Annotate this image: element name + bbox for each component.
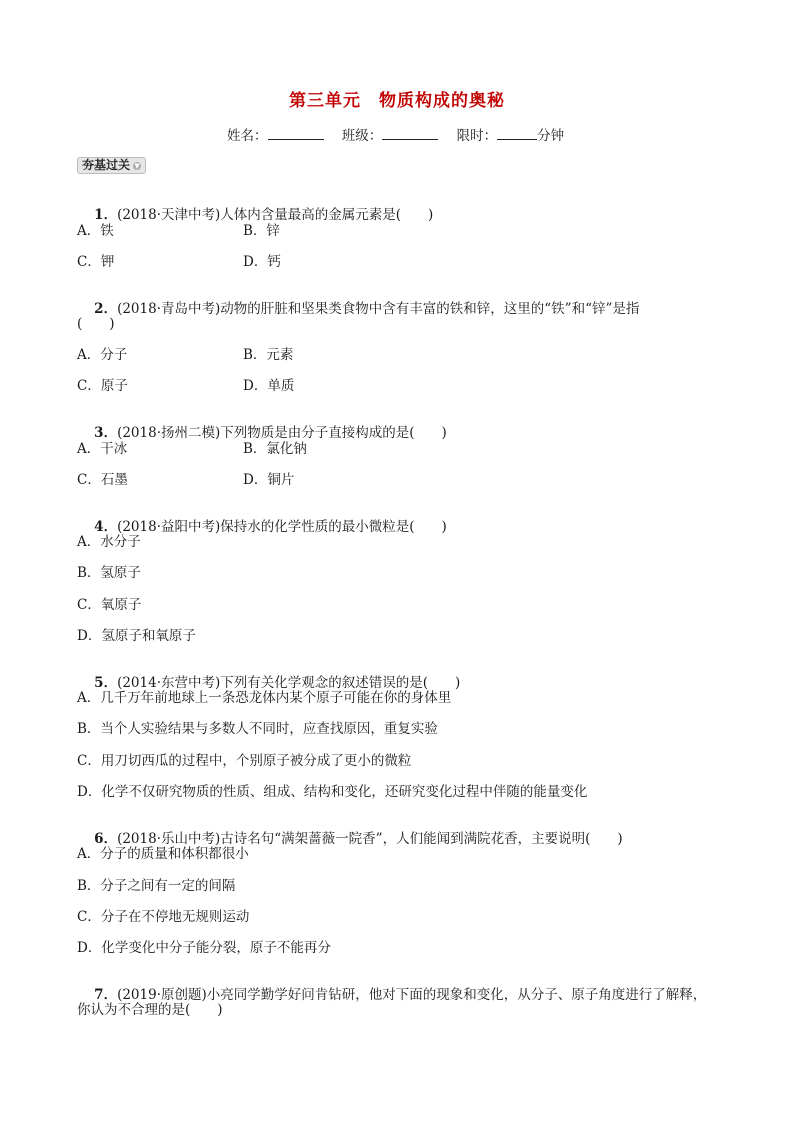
question-number: 1． [94, 207, 118, 223]
time-label: 限时： [456, 128, 498, 144]
question-source: (2014·东营中考) [117, 675, 221, 691]
question-source: (2018·青岛中考) [117, 301, 221, 317]
page-title: 第三单元 物质构成的奥秘 [289, 91, 505, 111]
question-number: 3． [94, 425, 118, 441]
question-number: 5． [94, 675, 118, 691]
time-blank[interactable] [497, 127, 537, 140]
arrow-down-icon: ▼ [134, 161, 140, 170]
option-a: A．几千万年前地球上一条恐龙体内某个原子可能在你的身体里 [77, 690, 452, 706]
section-badge-label: 夯基过关 [82, 158, 131, 172]
option-b: B．分子之间有一定的间隔 [77, 878, 236, 894]
option-b: B．氢原子 [77, 565, 141, 581]
class-blank[interactable] [382, 127, 438, 140]
option-d: D．氢原子和氧原子 [77, 628, 196, 644]
question-stem: 下列物质是由分子直接构成的是( ) [220, 425, 447, 441]
question-number: 7． [94, 987, 118, 1003]
option-a: A．水分子 [77, 534, 141, 550]
option-d: D．铜片 [243, 472, 295, 488]
option-a: A．铁 [77, 223, 114, 239]
question-source: (2018·益阳中考) [117, 519, 221, 535]
name-label: 姓名： [227, 128, 268, 144]
question-source: (2018·乐山中考) [117, 831, 221, 847]
option-c: C．原子 [77, 378, 128, 394]
question-number: 2． [94, 301, 118, 317]
option-a: A．分子的质量和体积都很小 [77, 846, 249, 862]
option-d: D．化学不仅研究物质的性质、组成、结构和变化，还研究变化过程中伴随的能量变化 [77, 784, 588, 800]
option-c: C．氧原子 [77, 597, 142, 613]
question-source: (2018·扬州二模) [117, 425, 221, 441]
question-stem: 古诗名句“满架蔷薇一院香”，人们能闻到满院花香，主要说明( ) [220, 831, 623, 847]
question-source: (2019·原创题) [117, 987, 207, 1003]
question-stem: 人体内含量最高的金属元素是( ) [220, 207, 434, 223]
time-unit: 分钟 [537, 128, 565, 144]
student-info-row [227, 124, 564, 144]
option-c: C．分子在不停地无规则运动 [77, 909, 250, 925]
option-d: D．钙 [243, 254, 281, 270]
option-c: C．钾 [77, 254, 115, 270]
option-c: C．用刀切西瓜的过程中，个别原子被分成了更小的微粒 [77, 753, 412, 769]
option-c: C．石墨 [77, 472, 128, 488]
question-stem: 动物的肝脏和坚果类食物中含有丰富的铁和锌，这里的“铁”和“锌”是指 [220, 301, 640, 317]
question-source: (2018·天津中考) [117, 207, 221, 223]
question-number: 4． [94, 519, 118, 535]
name-blank[interactable] [268, 127, 324, 140]
option-a: A．分子 [77, 347, 128, 363]
option-b: B．锌 [243, 223, 280, 239]
question-stem: 下列有关化学观念的叙述错误的是( ) [220, 675, 461, 691]
question-number: 6． [94, 831, 118, 847]
class-label: 班级： [341, 128, 383, 144]
section-badge [77, 157, 146, 174]
question-stem-continued: ( ) [77, 316, 115, 332]
option-a: A．干冰 [77, 441, 128, 457]
question-2 [77, 281, 639, 333]
question-stem-continued: 你认为不合理的是( ) [77, 1002, 223, 1018]
option-d: D．单质 [243, 378, 295, 394]
option-b: B．元素 [243, 347, 294, 363]
question-stem: 小亮同学勤学好问肯钻研，他对下面的现象和变化，从分子、原子角度进行了解释， [206, 987, 707, 1003]
option-b: B．当个人实验结果与多数人不同时，应查找原因，重复实验 [77, 721, 438, 737]
option-d: D．化学变化中分子能分裂，原子不能再分 [77, 940, 331, 956]
question-stem: 保持水的化学性质的最小微粒是( ) [220, 519, 447, 535]
option-b: B．氯化钠 [243, 441, 307, 457]
